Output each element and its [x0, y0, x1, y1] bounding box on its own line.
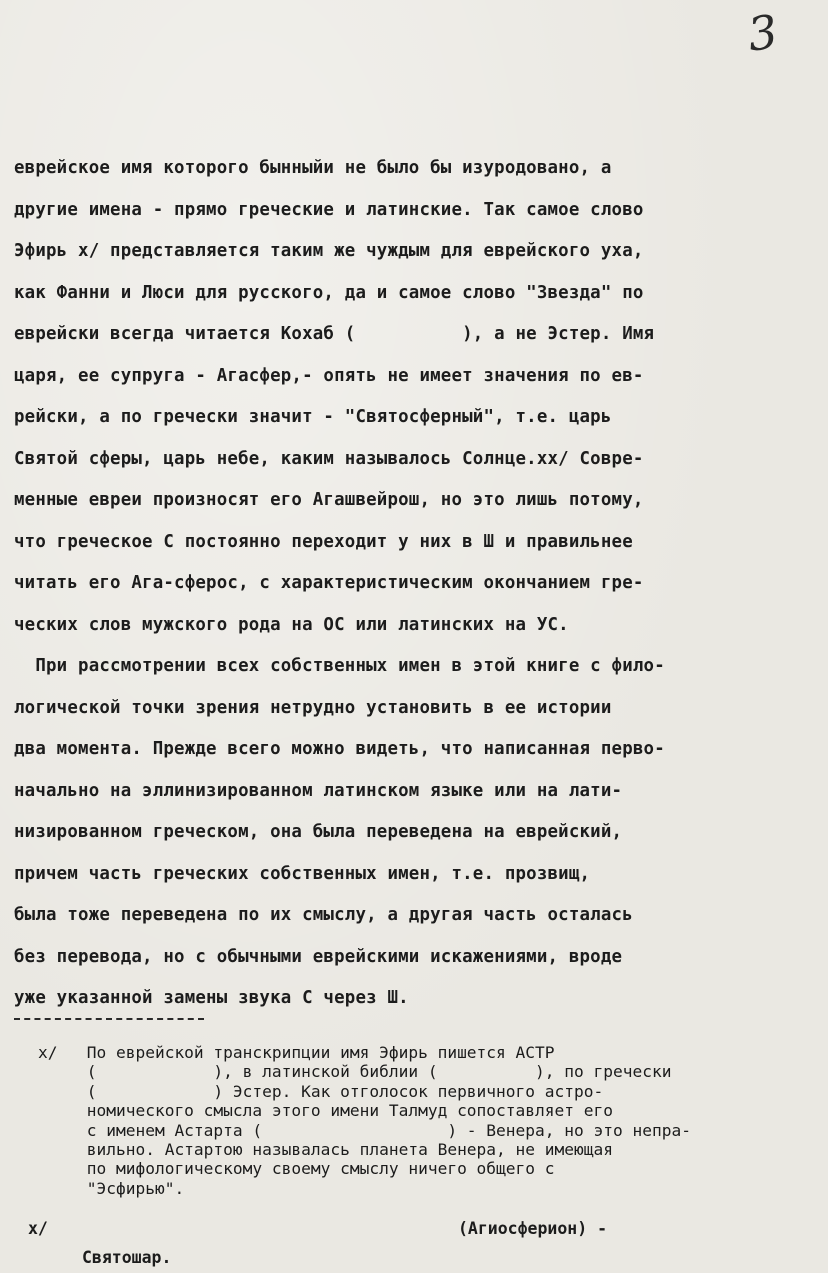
body-line: менные евреи произносят его Агашвейрош, но это лишь потому,: [14, 490, 644, 510]
body-line: уже указанной замены звука С через Ш.: [14, 988, 409, 1008]
main-text-block: [14, 148, 822, 1020]
footnote-2-text: (Агиосферион) -: [458, 1219, 608, 1238]
body-line: что греческое С постоянно переходит у них в Ш и правильнее: [14, 531, 633, 552]
body-line: Эфирь x/ представляется таким же чуждым для еврейского уха,: [14, 241, 644, 261]
footnote-2-marker: x/: [28, 1219, 48, 1238]
body-line: была тоже переведена по их смыслу, а другая часть осталась: [14, 905, 633, 925]
body-line: низированном греческом, она была переведена на еврейский,: [14, 822, 623, 842]
footnote-line: вильно. Астартою называлась планета Венера, не имеющая: [38, 1139, 613, 1159]
body-line: причем часть греческих собственных имен, т.е. прозвищ,: [14, 863, 591, 884]
body-line: читать его Ага-сферос, с характеристическим окончанием гре-: [14, 573, 644, 593]
footnote-line: ( ), в латинской библии ( ), по гречески: [38, 1062, 672, 1082]
body-line: другие имена - прямо греческие и латинские. Так самое слово: [14, 199, 644, 220]
body-line: рейски, а по гречески значит - "Святосферный", т.е. царь: [14, 407, 612, 427]
body-line: два момента. Прежде всего можно видеть, что написанная перво-: [14, 739, 665, 759]
body-line: как Фанни и Люси для русского, да и самое слово "Звезда" по: [14, 282, 644, 303]
footnote-2-continuation: Святошар.: [82, 1248, 172, 1267]
body-line: без перевода, но с обычными еврейскими искажениями, вроде: [14, 946, 623, 967]
body-line: еврейское имя которого бынныйи не было бы изуродовано, а: [14, 158, 612, 178]
body-line: еврейски всегда читается Кохаб ( ), а не Эстер. Имя: [14, 324, 655, 344]
body-line: начально на эллинизированном латинском языке или на лати-: [14, 780, 623, 801]
body-line: Святой сферы, царь небе, каким называлось Солнце.xx/ Совре-: [14, 448, 644, 469]
footnote-line: "Эсфирью".: [38, 1178, 185, 1198]
footnote-line: по мифологическому своему смыслу ничего общего с: [38, 1159, 555, 1179]
footnote-block: [38, 1043, 818, 1198]
footnote-separator: [14, 1018, 204, 1020]
body-line: логической точки зрения нетрудно установить в ее истории: [14, 697, 612, 718]
footnote-line: ( ) Эстер. Как отголосок первичного астро-: [38, 1081, 604, 1101]
footnote-line: с именем Астарта ( ) - Венера, но это непра-: [38, 1120, 691, 1140]
body-line: При рассмотрении всех собственных имен в этой книге с фило-: [14, 656, 665, 676]
footnote-line: x/ По еврейской транскрипции имя Эфирь пишется АСТР: [38, 1043, 555, 1062]
body-line: ческих слов мужского рода на ОС или латинских на УС.: [14, 614, 569, 635]
page-number: 3: [744, 4, 781, 62]
body-line: царя, ее супруга - Агасфер,- опять не имеет значения по ев-: [14, 365, 644, 386]
footnote-line: номического смысла этого имени Талмуд сопоставляет его: [38, 1101, 613, 1121]
